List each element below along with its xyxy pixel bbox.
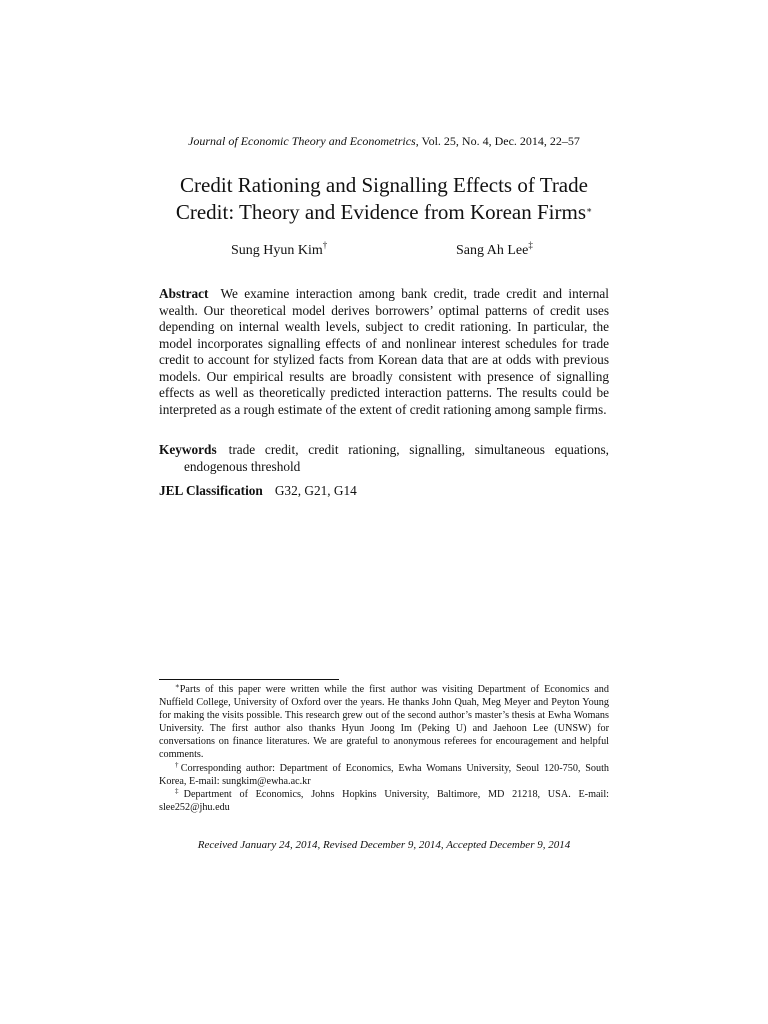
footnote-text: Parts of this paper were written while the first author was visiting Department of Economics and Nuffield College, University of Oxford over the years. He thanks John Quah, Meg Meyer and Peyton Young for making the visits possible. This research grew out of the second author’s master’s thesis at Ewha Womans University. The first author also thanks Hyun Joong Im (Peking U) and Jaehoon Lee (UNSW) for conversations on finance literatures. We are grateful to anonymous referees for encouragement and helpful comments. <box>159 684 609 761</box>
footnote <box>159 788 609 814</box>
jel-label: JEL Classification <box>159 483 263 498</box>
footnote-text: Corresponding author: Department of Economics, Ewha Womans University, Seoul 120-750, South Korea, E-mail: sungkim@ewha.ac.kr <box>159 762 610 787</box>
abstract-label: Abstract <box>159 286 209 301</box>
journal-name: Journal of Economic Theory and Econometrics <box>188 134 416 148</box>
received-dates: Received January 24, 2014, Revised December 9, 2014, Accepted December 9, 2014 <box>197 839 571 851</box>
paper-title <box>120 172 648 226</box>
footnote-mark: † <box>175 760 181 769</box>
keywords-label: Keywords <box>159 442 217 457</box>
title-line-2: Credit: Theory and Evidence from Korean Firms <box>175 200 587 224</box>
jel-classification <box>159 483 609 500</box>
footnote <box>159 683 609 762</box>
footnote <box>159 762 609 788</box>
author-footnote-mark: † <box>322 240 328 250</box>
footnote-mark: ∗ <box>175 682 180 690</box>
keywords <box>159 442 609 475</box>
footnote-text: Department of Economics, Johns Hopkins University, Baltimore, MD 21218, USA. E-mail: slee252@jhu.edu <box>159 788 610 813</box>
author-1 <box>231 242 327 260</box>
author-2 <box>456 242 533 260</box>
keywords-text: trade credit, credit rationing, signalling, simultaneous equations, endogenous threshold <box>184 442 609 474</box>
title-line-2-wrap <box>120 199 648 226</box>
abstract <box>159 286 609 418</box>
footnotes <box>159 683 609 814</box>
title-line-1: Credit Rationing and Signalling Effects of Trade <box>180 173 588 197</box>
author-name: Sung Hyun Kim <box>231 243 323 258</box>
abstract-text: We examine interaction among bank credit, trade credit and internal wealth. Our theoretical model derives borrowers’ optimal patterns of credit uses depending on internal wealth levels, subject to credit rationing. In particular, the model incorporates signalling effects of and nonlinear interest schedules for trade credit to account for stylized facts from Korean data that are at odds with previous models. Our empirical results are broadly consistent with presence of signalling effects as well as theoretically predicted interaction patterns. The results could be interpreted as a rough estimate of the extent of credit rationing among sample firms. <box>159 286 609 417</box>
title-footnote-mark: ∗ <box>586 205 593 215</box>
author-footnote-mark: ‡ <box>528 240 533 250</box>
footnote-mark: ‡ <box>175 786 184 795</box>
author-name: Sang Ah Lee <box>456 243 529 258</box>
journal-details: , Vol. 25, No. 4, Dec. 2014, 22–57 <box>415 134 580 148</box>
jel-codes: G32, G21, G14 <box>274 483 357 498</box>
footnote-rule <box>159 679 339 680</box>
journal-citation <box>0 133 768 149</box>
